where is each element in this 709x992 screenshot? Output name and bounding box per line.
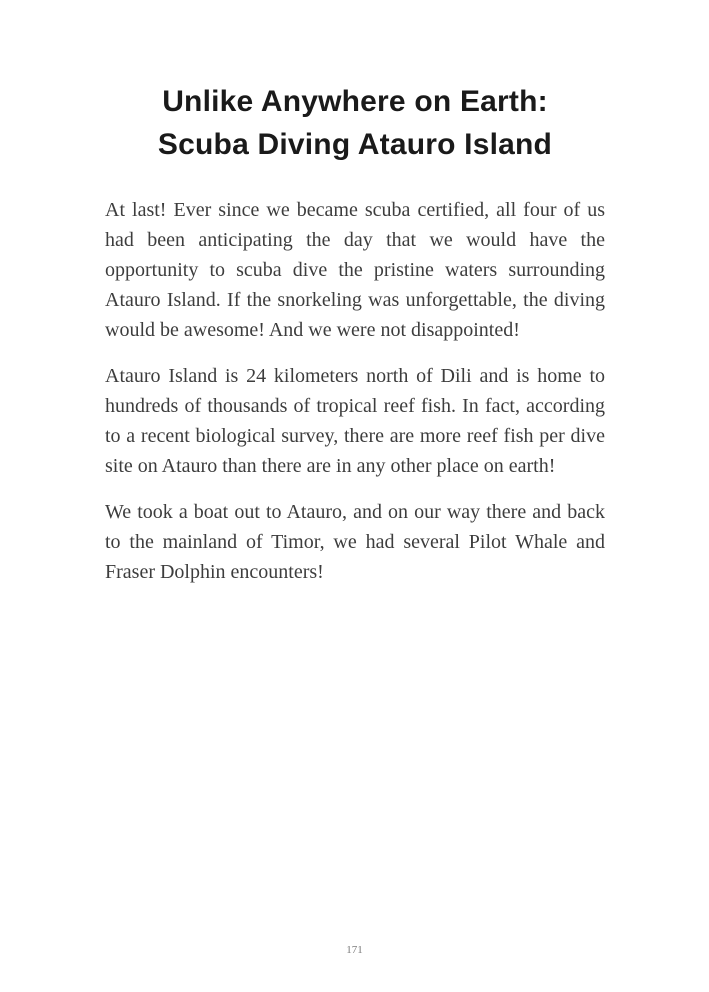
- body-paragraph-3: We took a boat out to Atauro, and on our way there and back to the mainland of Timor, we had several Pilot Whale and Fraser Dolphin encounters!: [105, 501, 605, 583]
- chapter-title-line-1: Unlike Anywhere on Earth:: [162, 85, 548, 118]
- body-paragraph-1: At last! Ever since we became scuba certified, all four of us had been anticipating the day that we would have the opportunity to scuba dive the pristine waters surrounding Atauro Island. If the snorkeling was unforgettable, the diving would be awesome! And we were not disappointed!: [105, 199, 605, 341]
- chapter-title: [105, 0, 605, 166]
- chapter-title-line-2: Scuba Diving Atauro Island: [157, 128, 553, 161]
- page-number: 171: [346, 944, 363, 956]
- body-paragraph-2: Atauro Island is 24 kilometers north of Dili and is home to hundreds of thousands of tropical reef fish. In fact, according to a recent biological survey, there are more reef fish per dive site on Atauro than there are in any other place on earth!: [105, 365, 605, 477]
- page-content: [105, 0, 605, 603]
